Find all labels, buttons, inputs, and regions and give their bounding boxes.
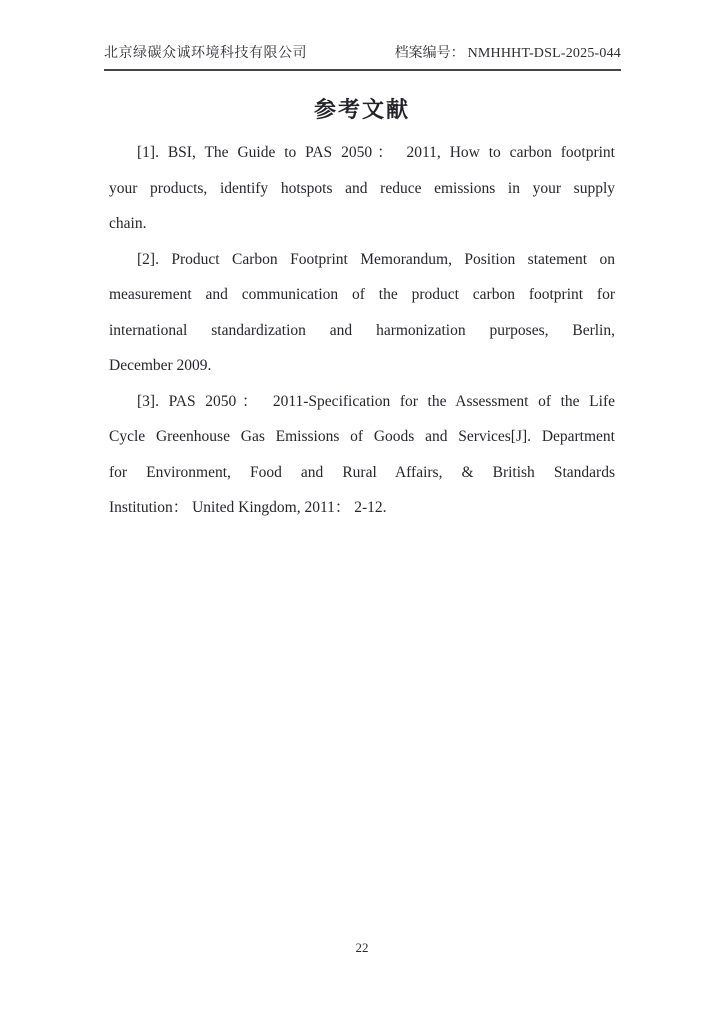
page-footer [0, 940, 724, 956]
reference-entry-2 [109, 242, 615, 384]
page-number: 22 [355, 940, 369, 955]
reference-line: your products, identify hotspots and reduce emissions in your supply [109, 179, 615, 197]
reference-line: [1]. BSI, The Guide to PAS 2050： 2011, How to carbon footprint [137, 144, 615, 161]
reference-line: for Environment, Food and Rural Affairs, & British Standards [109, 463, 615, 481]
reference-line: December 2009. [109, 357, 212, 374]
reference-line: [3]. PAS 2050： 2011-Specification for the Assessment of the Life [137, 392, 615, 410]
doc-number-value: NMHHHT-DSL-2025-044 [467, 46, 621, 61]
reference-line: Cycle Greenhouse Gas Emissions of Goods and Services[J]. Department [109, 428, 615, 445]
reference-line: international standardization and harmonization purposes, Berlin, [109, 321, 615, 339]
references-list [109, 135, 615, 526]
page-header [104, 42, 621, 71]
reference-line: chain. [109, 215, 147, 232]
reference-line: [2]. Product Carbon Footprint Memorandum, Position statement on [137, 250, 615, 268]
reference-entry-1 [109, 135, 615, 242]
doc-number [395, 42, 621, 62]
doc-number-label: 档案编号： [394, 46, 465, 61]
reference-line: Institution： United Kingdom, 2011： 2-12. [109, 499, 387, 516]
reference-line: measurement and communication of the product carbon footprint for [109, 286, 615, 303]
references-title: 参考文献 [313, 97, 410, 122]
reference-entry-3 [109, 384, 615, 526]
company-name: 北京绿碳众诚环境科技有限公司 [104, 46, 307, 61]
